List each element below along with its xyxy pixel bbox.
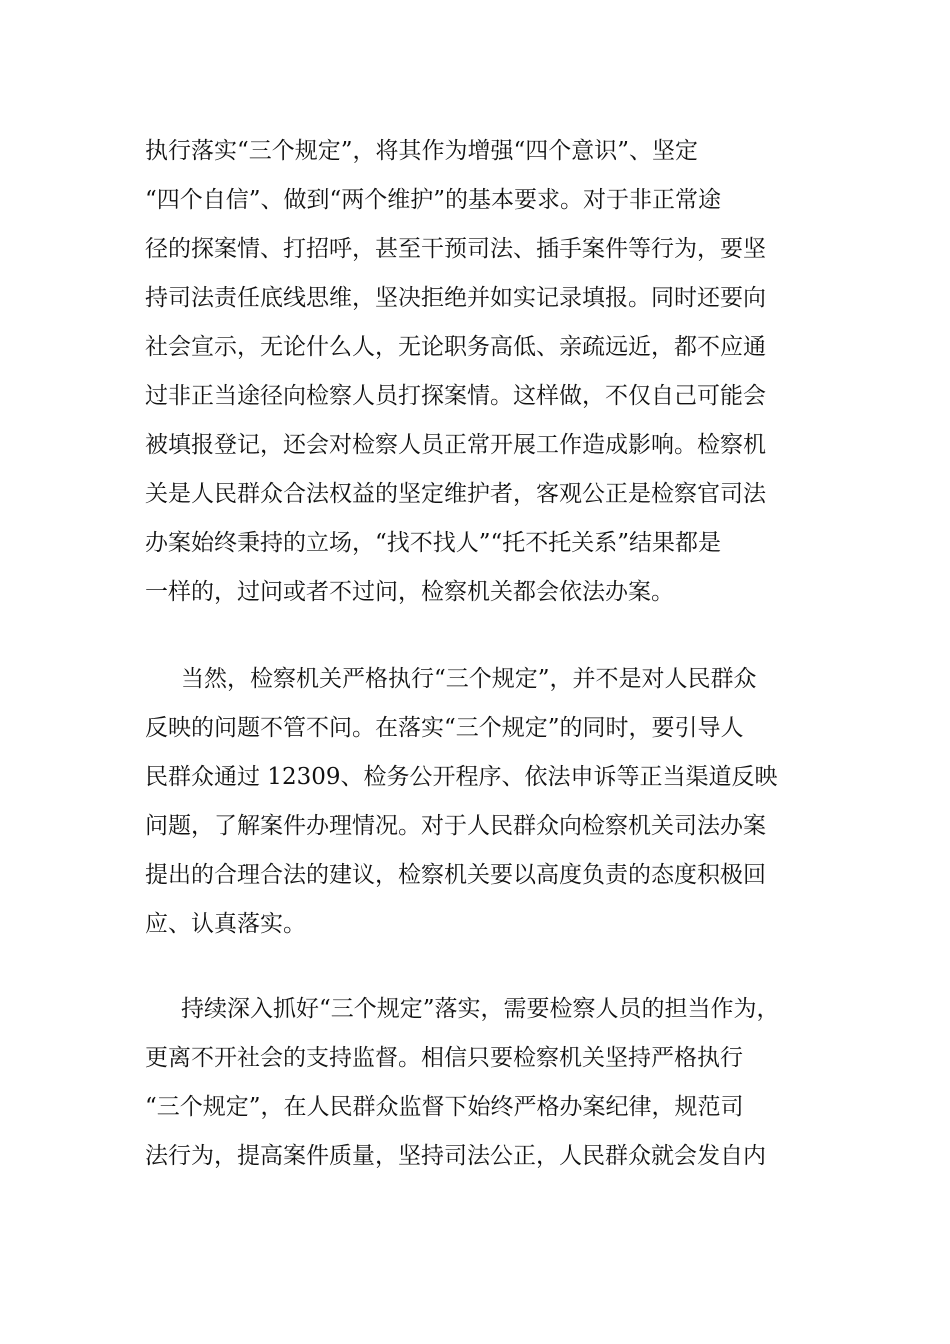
text-line: 一样的，过问或者不过问，检察机关都会依法办案。 <box>145 579 674 605</box>
text-line: 关是人民群众合法权益的坚定维护者，客观公正是检察官司法 <box>145 481 766 507</box>
text-line: 法行为，提高案件质量，坚持司法公正，人民群众就会发自内 <box>145 1143 766 1169</box>
text-line: 反映的问题不管不问。在落实“三个规定”的同时，要引导人 <box>145 715 744 741</box>
text-line: 当然，检察机关严格执行“三个规定”，并不是对人民群众 <box>181 666 757 692</box>
text-line: 持司法责任底线思维，坚决拒绝并如实记录填报。同时还要向 <box>145 285 766 311</box>
text-line: 被填报登记，还会对检察人员正常开展工作造成影响。检察机 <box>145 432 766 458</box>
text-line: 过非正当途径向检察人员打探案情。这样做，不仅自己可能会 <box>145 383 766 409</box>
text-line: 办案始终秉持的立场，“找不找人”“托不托关系”结果都是 <box>145 530 722 556</box>
text-line: “三个规定”，在人民群众监督下始终严格办案纪律，规范司 <box>145 1094 744 1120</box>
text-line: 更离不开社会的支持监督。相信只要检察机关坚持严格执行 <box>145 1045 743 1071</box>
text-line: 提出的合理合法的建议，检察机关要以高度负责的态度积极回 <box>145 862 766 888</box>
text-line: 径的探案情、打招呼，甚至干预司法、插手案件等行为，要坚 <box>145 236 766 262</box>
text-line: 问题，了解案件办理情况。对于人民群众向检察机关司法办案 <box>145 813 766 839</box>
text-line: 执行落实“三个规定”，将其作为增强“四个意识”、坚定 <box>145 138 699 164</box>
text-line: 持续深入抓好“三个规定”落实，需要检察人员的担当作为， <box>181 996 780 1022</box>
text-line: 应、认真落实。 <box>145 911 306 937</box>
text-line: “四个自信”、做到“两个维护”的基本要求。对于非正常途 <box>145 187 722 213</box>
text-line: 社会宣示，无论什么人，无论职务高低、亲疏远近，都不应通 <box>145 334 766 360</box>
text-line: 民群众通过 12309、检务公开程序、依法申诉等正当渠道反映 <box>145 764 778 790</box>
